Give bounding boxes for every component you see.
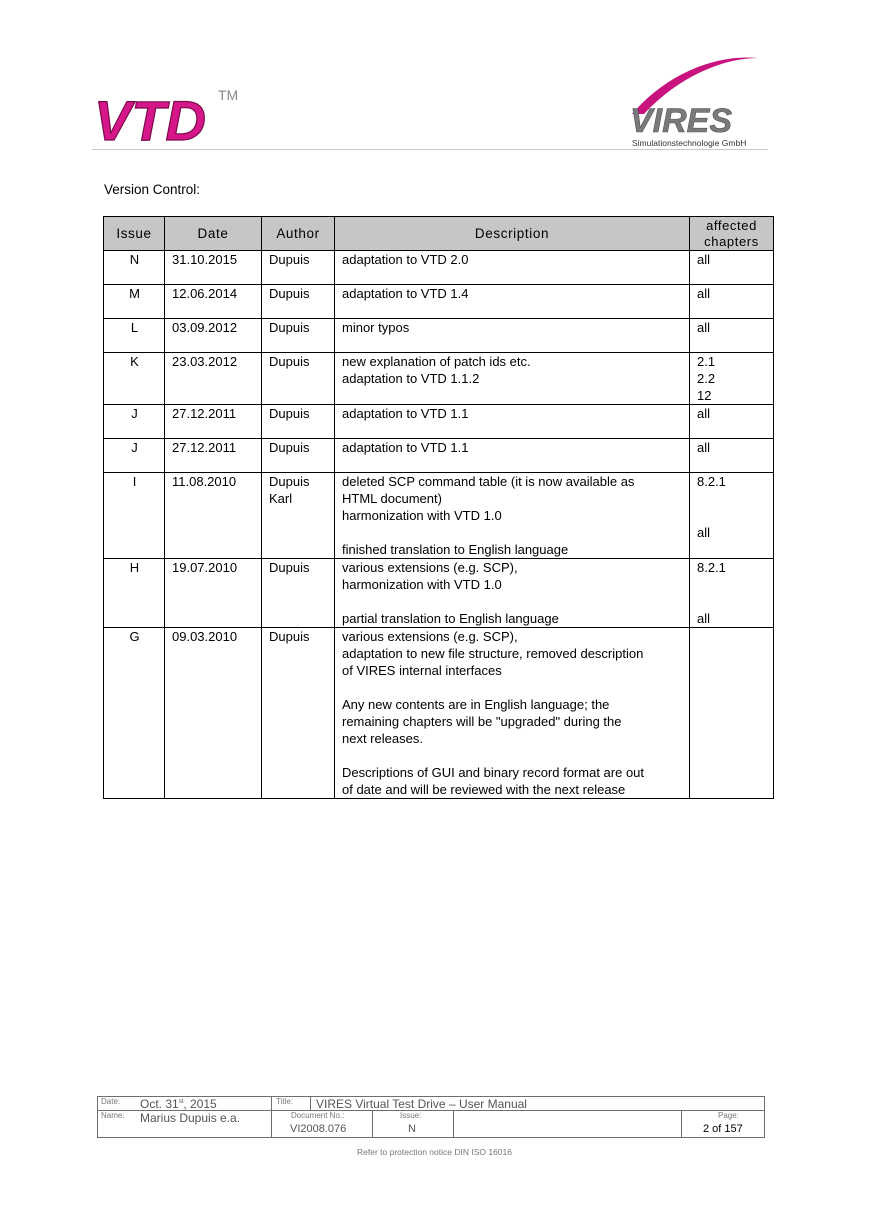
chapter-line: all: [697, 252, 711, 267]
date-cell: 12.06.2014: [165, 285, 262, 319]
description-line: HTML document): [342, 491, 442, 506]
table-header-row: [104, 217, 774, 251]
footer-divider: [681, 1110, 682, 1137]
column-header-issue: Issue: [104, 217, 165, 251]
footer-page-label: Page:: [718, 1111, 739, 1120]
chapter-line: all: [697, 440, 711, 455]
description-line: adaptation to new file structure, removed description: [342, 646, 644, 661]
author-cell: [262, 628, 335, 799]
footer-docno-label: Document No.:: [291, 1111, 345, 1120]
issue-cell: K: [104, 353, 165, 405]
chapter-line: 2.1: [697, 354, 716, 369]
description-line: adaptation to VTD 1.1: [342, 406, 469, 421]
affected-chapters-cell: [690, 439, 774, 473]
chapter-line: all: [697, 286, 711, 301]
version-control-table: [103, 216, 774, 799]
author-cell: [262, 285, 335, 319]
vires-tagline: Simulationstechnologie GmbH: [632, 138, 747, 148]
author-line: Dupuis: [269, 354, 310, 369]
date-cell: 03.09.2012: [165, 319, 262, 353]
chapter-line: [697, 576, 767, 593]
chapter-line: all: [697, 406, 711, 421]
date-cell: 31.10.2015: [165, 251, 262, 285]
issue-cell: N: [104, 251, 165, 285]
chapter-line: [697, 507, 767, 524]
description-line: various extensions (e.g. SCP),: [342, 629, 518, 644]
footer-divider: [271, 1110, 272, 1137]
date-cell: 27.12.2011: [165, 439, 262, 473]
chapter-line: all: [697, 320, 711, 335]
description-line: finished translation to English language: [342, 542, 569, 557]
description-line: deleted SCP command table (it is now available as: [342, 474, 635, 489]
table-row: [104, 353, 774, 405]
author-line: Dupuis: [269, 286, 310, 301]
vires-logo-text: VIRES: [630, 102, 733, 140]
footer-divider: [271, 1097, 272, 1110]
date-cell: 27.12.2011: [165, 405, 262, 439]
description-cell: [335, 628, 690, 799]
author-line: Dupuis: [269, 474, 310, 489]
description-line: minor typos: [342, 320, 410, 335]
chapter-line: [697, 593, 767, 610]
date-cell: 11.08.2010: [165, 473, 262, 559]
author-line: Dupuis: [269, 440, 310, 455]
description-cell: [335, 559, 690, 628]
affected-chapters-cell: [690, 353, 774, 405]
table-row: [104, 559, 774, 628]
footer-title-value: VIRES Virtual Test Drive – User Manual: [316, 1097, 527, 1111]
description-line: [342, 747, 683, 764]
table-row: [104, 628, 774, 799]
author-cell: [262, 559, 335, 628]
description-line: remaining chapters will be "upgraded" during the: [342, 714, 622, 729]
issue-cell: H: [104, 559, 165, 628]
table-row: [104, 405, 774, 439]
vtd-logo: [92, 86, 252, 144]
description-line: new explanation of patch ids etc.: [342, 354, 531, 369]
document-footer: [97, 1096, 765, 1138]
description-line: partial translation to English language: [342, 611, 559, 626]
footer-divider: [310, 1097, 311, 1110]
description-cell: [335, 473, 690, 559]
issue-cell: J: [104, 405, 165, 439]
affected-chapters-cell: [690, 285, 774, 319]
table-row: [104, 319, 774, 353]
chapter-line: 8.2.1: [697, 474, 726, 489]
description-line: [342, 524, 683, 541]
author-cell: [262, 405, 335, 439]
issue-cell: M: [104, 285, 165, 319]
author-cell: [262, 251, 335, 285]
footer-docno-value: VI2008.076: [290, 1123, 347, 1135]
footer-name-value: Marius Dupuis e.a.: [140, 1111, 241, 1125]
issue-cell: G: [104, 628, 165, 799]
description-line: of date and will be reviewed with the next release: [342, 782, 626, 797]
author-line: Dupuis: [269, 252, 310, 267]
protection-notice: Refer to protection notice DIN ISO 16016: [357, 1147, 512, 1157]
description-cell: [335, 439, 690, 473]
table-row: [104, 439, 774, 473]
affected-chapters-cell: [690, 473, 774, 559]
description-line: next releases.: [342, 731, 423, 746]
description-line: adaptation to VTD 2.0: [342, 252, 469, 267]
chapter-line: 2.2: [697, 371, 716, 386]
trademark-mark: TM: [218, 87, 239, 103]
column-header-author: Author: [262, 217, 335, 251]
footer-date-label: Date:: [101, 1097, 121, 1106]
issue-cell: J: [104, 439, 165, 473]
description-cell: [335, 251, 690, 285]
chapter-line: 8.2.1: [697, 560, 726, 575]
description-line: harmonization with VTD 1.0: [342, 577, 502, 592]
footer-name-label: Name:: [101, 1111, 125, 1120]
date-cell: 19.07.2010: [165, 559, 262, 628]
description-line: Any new contents are in English language; the: [342, 697, 610, 712]
footer-title-label: Title:: [276, 1097, 294, 1106]
table-row: [104, 285, 774, 319]
author-line: Dupuis: [269, 320, 310, 335]
header-divider: [92, 149, 768, 150]
date-cell: 23.03.2012: [165, 353, 262, 405]
affected-chapters-cell: [690, 251, 774, 285]
chapter-line: [697, 490, 767, 507]
description-line: various extensions (e.g. SCP),: [342, 560, 518, 575]
column-header-date: Date: [165, 217, 262, 251]
column-header-description: Description: [335, 217, 690, 251]
footer-page-value: 2 of 157: [703, 1123, 743, 1135]
chapter-line: all: [697, 525, 711, 540]
description-cell: [335, 319, 690, 353]
description-line: harmonization with VTD 1.0: [342, 508, 502, 523]
issue-cell: L: [104, 319, 165, 353]
description-cell: [335, 285, 690, 319]
author-line: Karl: [269, 491, 293, 506]
table-row: [104, 251, 774, 285]
author-cell: [262, 319, 335, 353]
description-cell: [335, 405, 690, 439]
footer-date-value: Oct. 31st, 2015: [140, 1097, 217, 1111]
footer-issue-value: N: [408, 1123, 416, 1135]
footer-issue-label: Issue:: [400, 1111, 422, 1120]
description-line: [342, 679, 683, 696]
description-line: Descriptions of GUI and binary record format are out: [342, 765, 645, 780]
affected-chapters-cell: [690, 319, 774, 353]
description-cell: [335, 353, 690, 405]
description-line: of VIRES internal interfaces: [342, 663, 502, 678]
author-line: Dupuis: [269, 560, 310, 575]
description-line: adaptation to VTD 1.1: [342, 440, 469, 455]
date-cell: 09.03.2010: [165, 628, 262, 799]
chapter-line: all: [697, 611, 711, 626]
author-line: Dupuis: [269, 406, 310, 421]
chapter-line: 12: [697, 388, 712, 403]
issue-cell: I: [104, 473, 165, 559]
version-control-label: Version Control:: [104, 182, 201, 197]
author-cell: [262, 353, 335, 405]
column-header-affected-chapters: affected chapters: [690, 217, 774, 251]
footer-divider: [372, 1110, 373, 1137]
description-line: adaptation to VTD 1.1.2: [342, 371, 480, 386]
affected-chapters-cell: [690, 628, 774, 799]
author-cell: [262, 439, 335, 473]
table-row: [104, 473, 774, 559]
author-line: Dupuis: [269, 629, 310, 644]
table-body: [104, 251, 774, 799]
footer-divider: [453, 1110, 454, 1137]
affected-chapters-cell: [690, 559, 774, 628]
author-cell: [262, 473, 335, 559]
affected-chapters-cell: [690, 405, 774, 439]
description-line: [342, 593, 683, 610]
vires-logo: [628, 52, 770, 152]
vtd-logo-text: VTD: [94, 89, 206, 144]
description-line: adaptation to VTD 1.4: [342, 286, 469, 301]
